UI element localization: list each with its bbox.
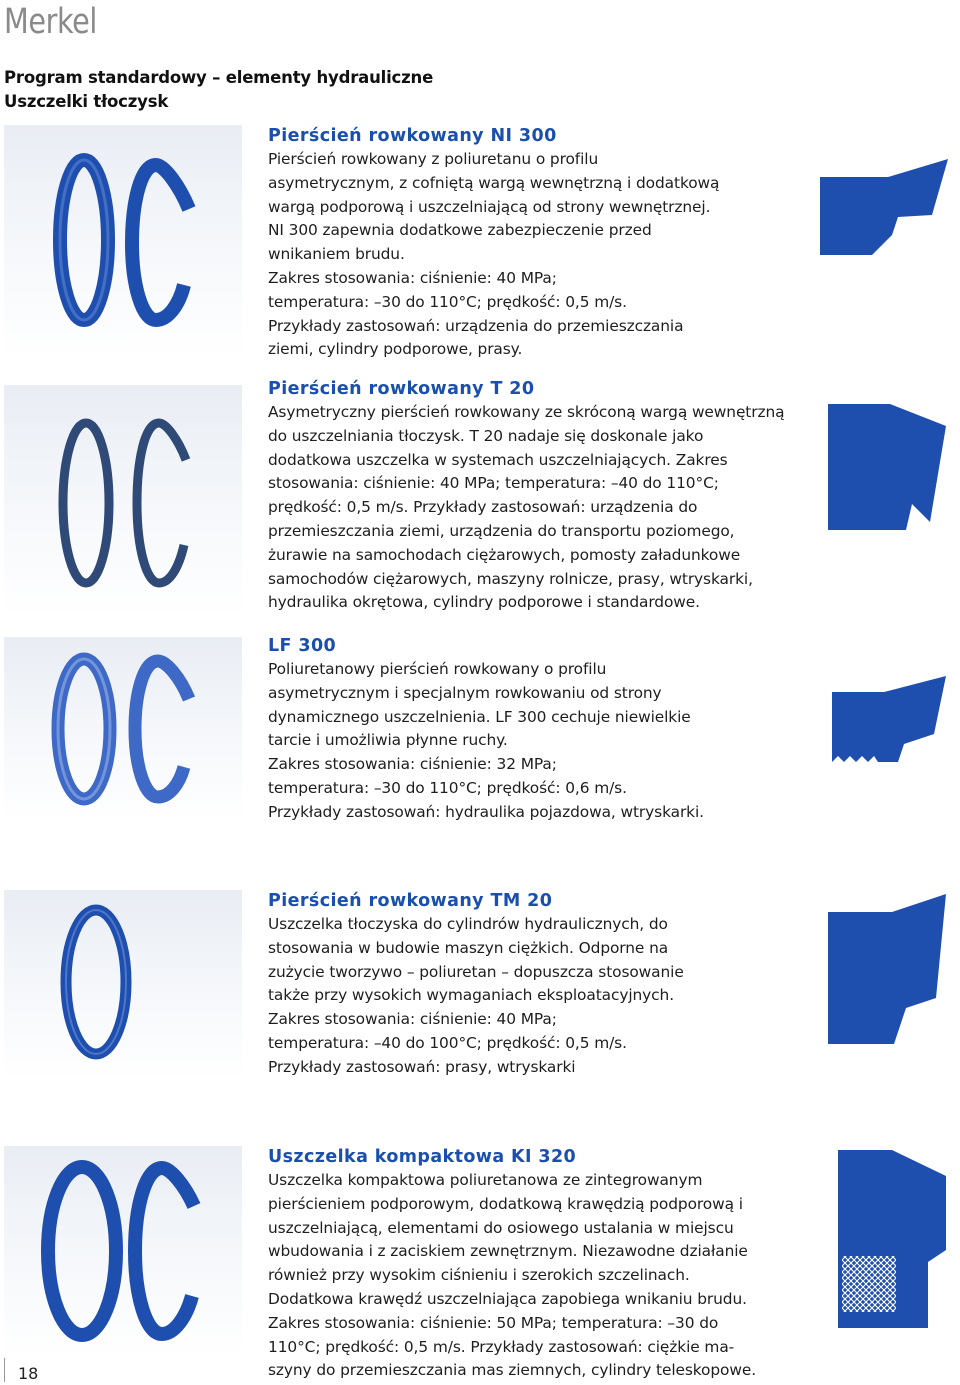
section-title: Pierścień rowkowany TM 20 <box>268 891 553 911</box>
photo-ki320 <box>4 1146 242 1356</box>
page-number: 18 <box>18 1364 39 1383</box>
header-line-1: Program standardowy – elementy hydrauliczne <box>4 68 434 87</box>
header-line-2: Uszczelki tłoczysk <box>4 92 169 111</box>
body-line: temperatura: –30 do 110°C; prędkość: 0,6 m/s. <box>268 778 627 797</box>
body-line: przemieszczania ziemi, urządzenia do transportu poziomego, <box>268 521 735 540</box>
body-line: dynamicznego uszczelnienia. LF 300 cechuje niewielkie <box>268 707 691 726</box>
body-line: szyny do przemieszczania mas ziemnych, cylindry teleskopowe. <box>268 1361 757 1380</box>
body-line: Zakres stosowania: ciśnienie: 32 MPa; <box>268 755 557 774</box>
section-title: Pierścień rowkowany NI 300 <box>268 126 557 146</box>
body-line: Przykłady zastosowań: hydraulika pojazdowa, wtryskarki. <box>268 802 704 821</box>
photo-ni300 <box>4 125 242 358</box>
body-line: NI 300 zapewnia dodatkowe zabezpieczenie przed <box>268 221 652 240</box>
section-ni300 <box>268 124 828 362</box>
page-number-rule <box>4 1358 5 1382</box>
profile-ni300-drawing <box>812 155 952 259</box>
profile-tm20-drawing <box>814 886 952 1052</box>
body-line: żurawie na samochodach ciężarowych, pomosty załadunkowe <box>268 545 741 564</box>
body-line: wargą podporową i uszczelniającą od strony wewnętrznej. <box>268 197 711 216</box>
brand-logo: Merkel <box>4 2 97 42</box>
body-line: Pierścień rowkowany z poliuretanu o profilu <box>268 150 599 168</box>
profile-ki320-drawing <box>812 1146 952 1334</box>
section-t20 <box>268 377 828 615</box>
profile-lf300-drawing <box>826 672 952 766</box>
body-line: Uszczelka tłoczyska do cylindrów hydraulicznych, do <box>268 915 668 933</box>
body-line: także przy wysokich wymaganiach eksploatacyjnych. <box>268 986 674 1005</box>
body-line: tarcie i umożliwia płynne ruchy. <box>268 731 508 750</box>
body-line: Przykłady zastosowań: prasy, wtryskarki <box>268 1057 576 1076</box>
profile-t20-drawing <box>822 398 952 538</box>
body-line: uszczelniającą, elementami do osiowego ustalania w miejscu <box>268 1218 734 1237</box>
body-line: samochodów ciężarowych, maszyny rolnicze, prasy, wtryskarki, <box>268 569 753 588</box>
body-line: Zakres stosowania: ciśnienie: 40 MPa; <box>268 1010 557 1029</box>
body-line: asymetrycznym, z cofniętą wargą wewnętrzną i dodatkową <box>268 173 720 192</box>
body-line: wnikaniem brudu. <box>268 245 405 264</box>
body-line: hydraulika okrętowa, cylindry podporowe i standardowe. <box>268 593 700 612</box>
body-line: prędkość: 0,5 m/s. Przykłady zastosowań: urządzenia do <box>268 498 698 517</box>
section-title: Pierścień rowkowany T 20 <box>268 379 535 399</box>
photo-t20 <box>4 385 242 617</box>
body-line: temperatura: –30 do 110°C; prędkość: 0,5 m/s. <box>268 292 627 311</box>
body-line: pierścieniem podporowym, dodatkową krawędzią podporową i <box>268 1194 743 1213</box>
section-tm20 <box>268 889 828 1080</box>
section-ki320 <box>268 1145 828 1383</box>
body-line: Przykłady zastosowań: urządzenia do przemieszczania <box>268 316 684 335</box>
body-line: Uszczelka kompaktowa poliuretanowa ze zintegrowanym <box>268 1171 703 1189</box>
photo-lf300 <box>4 637 242 822</box>
body-line: dodatkowa uszczelka w systemach uszczelniających. Zakres <box>268 450 728 469</box>
body-line: Asymetryczny pierścień rowkowany ze skróconą wargą wewnętrzną <box>268 403 785 421</box>
body-line: ziemi, cylindry podporowe, prasy. <box>268 340 523 359</box>
body-line: stosowania: ciśnienie: 40 MPa; temperatura: –40 do 110°C; <box>268 474 719 493</box>
body-line: również przy wysokim ciśnieniu i szerokich szczelinach. <box>268 1266 690 1285</box>
section-title: Uszczelka kompaktowa KI 320 <box>268 1147 577 1167</box>
body-line: Dodatkowa krawędź uszczelniająca zapobiega wnikaniu brudu. <box>268 1289 747 1308</box>
body-line: do uszczelniania tłoczysk. T 20 nadaje się doskonale jako <box>268 426 704 445</box>
body-line: stosowania w budowie maszyn ciężkich. Odporne na <box>268 938 669 957</box>
body-line: temperatura: –40 do 100°C; prędkość: 0,5 m/s. <box>268 1033 627 1052</box>
body-line: Poliuretanowy pierścień rowkowany o profilu <box>268 660 607 678</box>
section-lf300 <box>268 634 828 825</box>
body-line: asymetrycznym i specjalnym rowkowaniu od strony <box>268 683 662 702</box>
photo-tm20 <box>4 890 242 1080</box>
body-line: wbudowania i z zaciskiem zewnętrznym. Niezawodne działanie <box>268 1242 748 1261</box>
body-line: zużycie tworzywo – poliuretan – dopuszcza stosowanie <box>268 962 684 981</box>
body-line: Zakres stosowania: ciśnienie: 50 MPa; temperatura: –30 do <box>268 1313 719 1332</box>
section-title: LF 300 <box>268 636 337 656</box>
body-line: Zakres stosowania: ciśnienie: 40 MPa; <box>268 268 557 287</box>
body-line: 110°C; prędkość: 0,5 m/s. Przykłady zastosowań: ciężkie ma- <box>268 1337 735 1356</box>
